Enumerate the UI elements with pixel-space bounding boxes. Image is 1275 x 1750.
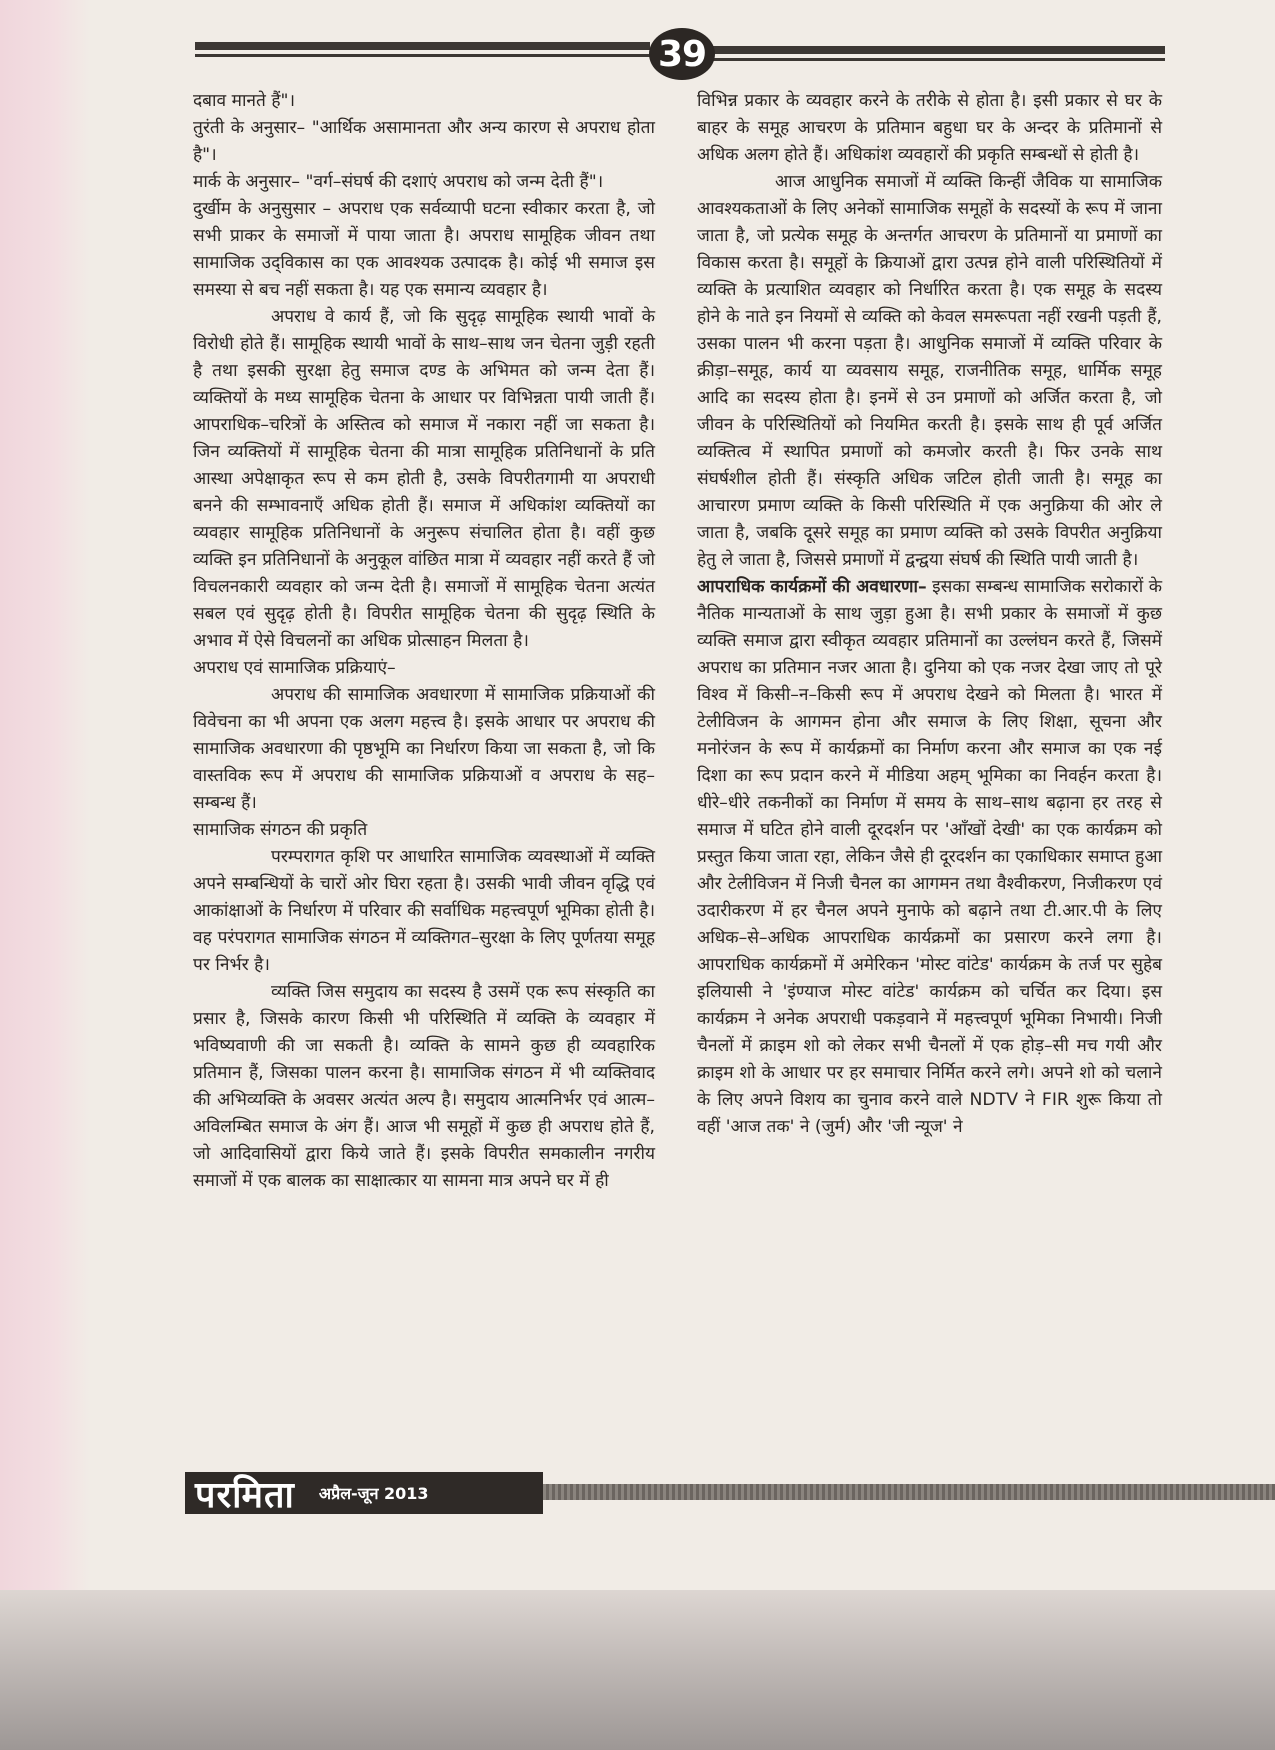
paragraph: तुरंती के अनुसार– "आर्थिक असामानता और अन्य कारण से अपराध होता है"। xyxy=(193,118,655,165)
footer-bar xyxy=(540,1484,1275,1500)
header-rule-left xyxy=(195,42,650,50)
header-rule-right xyxy=(713,46,1165,54)
magazine-name: परमिता xyxy=(195,1473,295,1516)
left-column xyxy=(193,88,655,1195)
paragraph: आज आधुनिक समाजों में व्यक्ति किन्हीं जैविक या सामाजिक आवश्यकताओं के लिए अनेकों सामाजिक समूहों के सदस्यों के रूप में जाना जाता है, जो प्रत्येक समूह के अन्तर्गत आचरण के प्रतिमानों या प्रमाणों का विकास करता है। समूहों के क्रियाओं द्वारा उत्पन्न होने वाली परिस्थितियों में व्यक्ति के प्रत्याशित व्यवहार को निर्धारित करता है। एक समूह के सदस्य होने के नाते इन नियमों से व्यक्ति को केवल समरूपता नहीं रखनी पड़ती हैं, उसका पालन भी करना पड़ता है। आधुनिक समाजों में व्यक्ति परिवार के क्रीड़ा–समूह, कार्य या व्यवसाय समूह, राजनीतिक समूह, धार्मिक समूह आदि का सदस्य होता है। इनमें से उन प्रमाणों को अर्जित करता है, जो जीवन के परिस्थितियों को नियमित करती है। इसके साथ ही पूर्व अर्जित व्यक्तित्व में स्थापित प्रमाणों को कमजोर करती है। फिर उनके साथ संघर्षशील होती हैं। संस्कृति अधिक जटिल होती जाती है। समूह का आचारण प्रमाण व्यक्ति के किसी परिस्थिति में एक अनुक्रिया की ओर ले जाता है, जबकि दूसरे समूह का प्रमाण व्यक्ति को उसके विपरीत अनुक्रिया हेतु ले जाता है, जिससे प्रमाणों में द्वन्द्वया संघर्ष की स्थिति पायी जाती है। xyxy=(697,172,1162,570)
paragraph-body: इसका सम्बन्ध सामाजिक सरोकारों के नैतिक मान्यताओं के साथ जुड़ा हुआ है। सभी प्रकार के समाजों में कुछ व्यक्ति समाज द्वारा स्वीकृत व्यवहार प्रतिमानों का उल्लंघन करते हैं, जिसमें अपराध का प्रतिमान नजर आता है। दुनिया को एक नजर देखा जाए तो पूरे विश्व में किसी–न–किसी रूप में अपराध देखने को मिलता है। भारत में टेलीविजन के आगमन होना और समाज के लिए शिक्षा, सूचना और मनोरंजन के रूप में कार्यक्रमों का निर्माण करना और समाज का एक नई दिशा का रूप प्रदान करने में मीडिया अहम् भूमिका का निवर्हन करता है। धीरे–धीरे तकनीकों का निर्माण में समय के साथ–साथ बढ़ाना हर तरह से समाज में घटित होने वाली दूरदर्शन पर 'आँखों देखी' का एक कार्यक्रम को प्रस्तुत किया जाता रहा, लेकिन जैसे ही दूरदर्शन का एकाधिकार समाप्त हुआ और टेलीविजन में निजी चैनल का आगमन तथा वैश्वीकरण, निजीकरण एवं उदारीकरण में हर चैनल अपने मुनाफे को बढ़ाने तथा टी.आर.पी के लिए अधिक–से–अधिक आपराधिक कार्यक्रमों का प्रसारण करने लगा है। आपराधिक कार्यक्रमों में अमेरिकन 'मोस्ट वांटेड' कार्यक्रम के तर्ज पर सुहेब इलियासी ने 'इंण्याज मोस्ट वांटेड' कार्यक्रम को चर्चित कर दिया। इस कार्यक्रम ने अनेक अपराधी पकड़वाने में महत्त्वपूर्ण भूमिका निभायी। निजी चैनलों में क्राइम शो को लेकर सभी चैनलों में एक होड़–सी मच गयी और क्राइम शो के आधार पर हर समाचार निर्मित करने लगे। अपने शो को चलाने के लिए अपने विशय का चुनाव करने वाले NDTV ने FIR शुरू किया तो वहीं 'आज तक' ने (जुर्म) और 'जी न्यूज' ने xyxy=(697,577,1162,1137)
scan-shadow xyxy=(0,1590,1275,1750)
page-edge-tint xyxy=(0,0,90,1750)
header-rule-right-thin xyxy=(713,58,1165,61)
issue-date: अप्रैल-जून 2013 xyxy=(318,1484,429,1503)
footer-logo xyxy=(185,1472,543,1514)
paragraph: दबाव मानते हैं"। xyxy=(193,91,296,111)
paragraph: अपराध की सामाजिक अवधारणा में सामाजिक प्रक्रियाओं की विवेचना का भी अपना एक अलग महत्त्व है। इसके आधार पर अपराध की सामाजिक अवधारणा की पृष्ठभूमि का निर्धारण किया जा सकता है, जो कि वास्तविक रूप में अपराध की सामाजिक प्रक्रियाओं व अपराध के सह–सम्बन्ध हैं। xyxy=(193,685,655,813)
right-column xyxy=(697,88,1162,1141)
section-heading: अपराध एवं सामाजिक प्रक्रियाएं– xyxy=(193,658,396,678)
paragraph: अपराध वे कार्य हैं, जो कि सुदृढ़ सामूहिक स्थायी भावों के विरोधी होते हैं। सामूहिक स्थायी भावों के साथ–साथ जन चेतना जुड़ी रहती है तथा इसकी सुरक्षा हेतु समाज दण्ड के अभिमत को जन्म देता हैं। व्यक्तियों के मध्य सामूहिक चेतना के आधार पर विभिन्नता पायी जाती हैं। आपराधिक–चरित्रों के अस्तित्व को समाज में नकारा नहीं जा सकता है। जिन व्यक्तियों में सामूहिक चेतना की मात्रा सामूहिक प्रतिनिधानों के प्रति आस्था अपेक्षाकृत रूप से कम होती है, उसके विपरीतगामी या अपराधी बनने की सम्भावनाएँ अधिक होती हैं। समाज में अधिकांश व्यक्तियों का व्यवहार सामूहिक प्रतिनिधानों के अनुरूप संचालित होता है। वहीं कुछ व्यक्ति इन प्रतिनिधानों के अनुकूल वांछित मात्रा में व्यवहार नहीं करते हैं जो विचलनकारी व्यवहार को जन्म देती है। समाजों में सामूहिक चेतना अत्यंत सबल एवं सुदृढ़ होती है। विपरीत सामूहिक चेतना की सुदृढ़ स्थिति के अभाव में ऐसे विचलनों का अधिक प्रोत्साहन मिलता है। xyxy=(193,307,655,651)
paragraph: परम्परागत कृशि पर आधारित सामाजिक व्यवस्थाओं में व्यक्ति अपने सम्बन्धियों के चारों ओर घिरा रहता है। उसकी भावी जीवन वृद्धि एवं आकांक्षाओं के निर्धारण में परिवार की सर्वाधिक महत्त्वपूर्ण भूमिका होती है। वह परंपरागत सामाजिक संगठन में व्यक्तिगत–सुरक्षा के लिए पूर्णतया समूह पर निर्भर है। xyxy=(193,847,655,975)
inline-heading: आपराधिक कार्यक्रमों की अवधारणा– xyxy=(697,577,927,597)
paragraph: दुर्खीम के अनुसुसार – अपराध एक सर्वव्यापी घटना स्वीकार करता है, जो सभी प्राकर के समाजों में पाया जाता है। अपराध सामूहिक जीवन तथा सामाजिक उद्‌विकास का एक आवश्यक उत्पादक है। कोई भी समाज इस समस्या से बच नहीं सकता है। यह एक समान्य व्यवहार है। xyxy=(193,199,655,300)
paragraph-with-heading xyxy=(697,574,1162,1141)
paragraph: मार्क के अनुसार– "वर्ग–संघर्ष की दशाएं अपराध को जन्म देती हैं"। xyxy=(193,172,604,192)
section-heading: सामाजिक संगठन की प्रकृति xyxy=(193,820,368,840)
paragraph: विभिन्न प्रकार के व्यवहार करने के तरीके से होता है। इसी प्रकार से घर के बाहर के समूह आचरण के प्रतिमान बहुधा घर के अन्दर के प्रतिमानों से अधिक अलग होते हैं। अधिकांश व्यवहारों की प्रकृति सम्बन्धों से होती है। xyxy=(697,91,1162,165)
page-number: 39 xyxy=(649,28,715,80)
header-rule-left-thin xyxy=(195,54,650,57)
paragraph: व्यक्ति जिस समुदाय का सदस्य है उसमें एक रूप संस्कृति का प्रसार है, जिसके कारण किसी भी परिस्थिति में व्यक्ति के व्यवहार में भविष्यवाणी की जा सकती है। व्यक्ति के सामने कुछ ही व्यवहारिक प्रतिमान हैं, जिसका पालन करना है। सामाजिक संगठन में भी व्यक्तिवाद की अभिव्यक्ति के अवसर अत्यंत अल्प है। समुदाय आत्मनिर्भर एवं आत्म–अविलम्बित समाज के अंग हैं। आज भी समूहों में कुछ ही अपराध होते हैं, जो आदिवासियों द्वारा किये जाते हैं। इसके विपरीत समकालीन नगरीय समाजों में एक बालक का साक्षात्कार या सामना मात्र अपने घर में ही xyxy=(193,982,655,1191)
